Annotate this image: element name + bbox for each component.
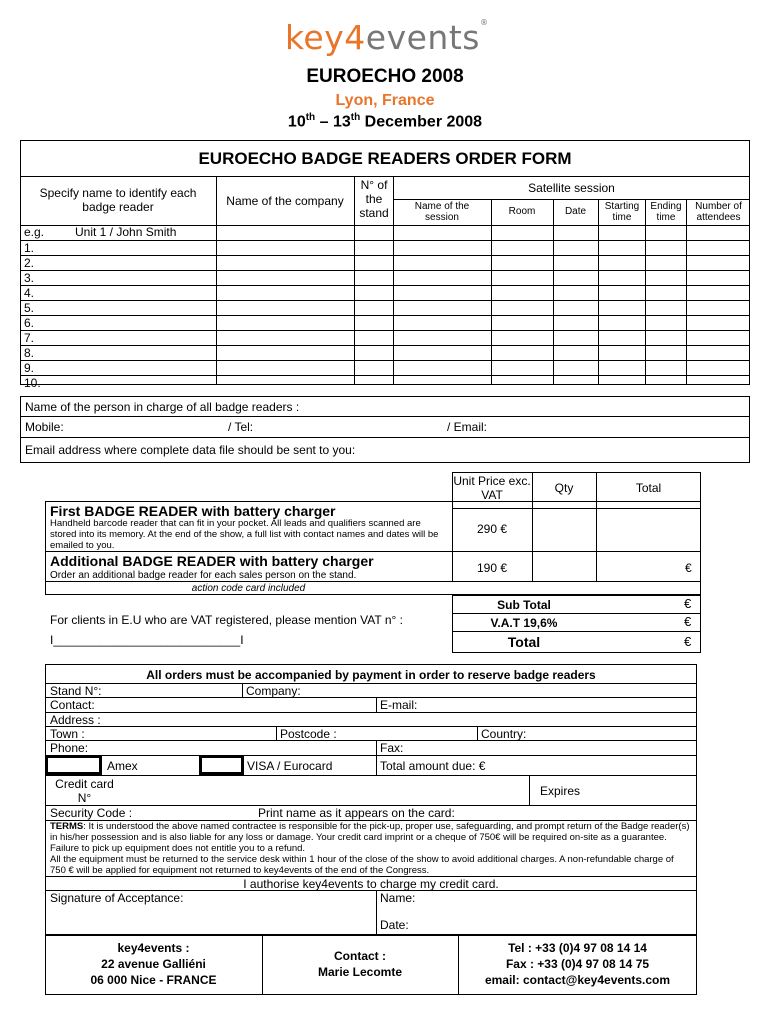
row-number: 1. (24, 241, 35, 255)
vat-number-line[interactable]: I____________________________I (50, 633, 244, 647)
company-label: Company: (246, 684, 301, 698)
row-divider (20, 255, 750, 256)
row-divider (20, 375, 750, 376)
visa-label: VISA / Eurocard (247, 759, 333, 773)
col-stand: N° of the stand (359, 178, 389, 220)
col-company: Name of the company (226, 194, 344, 208)
footer-contact-name: Marie Lecomte (317, 965, 403, 979)
col-satellite-session: Satellite session (528, 181, 615, 195)
row-number: 10. (24, 376, 41, 390)
phone-label: Phone: (50, 741, 89, 755)
email-label: / Email: (447, 420, 488, 434)
col-session-name: Name of the session (414, 201, 470, 223)
row-divider (20, 360, 750, 361)
signature-label: Signature of Acceptance: (50, 891, 184, 905)
address-label: Address : (50, 713, 101, 727)
footer-street: 22 avenue Galliéni (101, 957, 206, 971)
footer-contact-label: Contact : (334, 949, 386, 963)
footer-city: 06 000 Nice - FRANCE (90, 973, 217, 987)
key4events-logo: key4events® (285, 18, 489, 57)
row-divider (20, 315, 750, 316)
footer-tel: Tel : +33 (0)4 97 08 14 14 (508, 941, 647, 955)
terms-text: TERMS: It is understood the above named contractee is responsible for the pick-up, proper use, safeguarding, and prompt return of the Badge reader(s) in his/her possession and is also liable for any loss or damage. Your credit card imprint or a cheque of 750€ will be required on-site as a guarantee. Failure to pick up equipment does not entitle you to a refund. All the equipment must be returned to the service desk within 1 hour of the close of the show to avoid additional charges. A non-refundable charge of 750 € will be applied for equipment not returned to key4events of the end of the Congress. (50, 821, 690, 876)
col-room: Room (508, 206, 536, 217)
event-title: EUROECHO 2008 (306, 66, 464, 87)
item1-price: 290 € (476, 522, 508, 536)
date-label: Date: (380, 918, 409, 932)
row-number: 7. (24, 331, 35, 345)
name-label: Name: (380, 891, 416, 905)
example-value: Unit 1 / John Smith (75, 225, 177, 239)
vat-note: For clients in E.U who are VAT registered, please mention VAT n° : (50, 613, 403, 627)
col-attendees: Number of attendees (695, 201, 742, 223)
row-number: 6. (24, 316, 35, 330)
print-name-label: Print name as it appears on the card: (258, 806, 455, 820)
authorise-text: I authorise key4events to charge my credit card. (243, 877, 499, 891)
town-label: Town : (50, 727, 85, 741)
item2-title: Additional BADGE READER with battery charger (50, 553, 374, 569)
security-code-label: Security Code : (50, 806, 133, 820)
row-divider (20, 240, 750, 241)
visa-checkbox[interactable] (199, 755, 244, 775)
vat-label: V.A.T 19,6% (490, 616, 558, 630)
item1-description: Handheld barcode reader that can fit in your pocket. All leads and qualifiers scanned are stored into its memory. At the end of the show, a full list with contact names and dates will be emailed to you. (50, 518, 439, 551)
row-number: 5. (24, 301, 35, 315)
data-email-label: Email address where complete data file should be sent to you: (25, 443, 356, 457)
grand-total-value: € (684, 634, 692, 649)
item2-total: € (685, 561, 692, 575)
total-due-label: Total amount due: € (380, 759, 486, 773)
row-divider (20, 345, 750, 346)
item2-price: 190 € (476, 561, 508, 575)
item1-title: First BADGE READER with battery charger (50, 503, 336, 519)
credit-card-label: Credit card N° (55, 777, 114, 805)
col-reader-name: Specify name to identify each badge reader (39, 186, 197, 214)
unit-price-header: Unit Price exc. VAT (453, 474, 531, 502)
footer-company: key4events : (117, 941, 190, 955)
payment-title: All orders must be accompanied by payment in order to reserve badge readers (146, 668, 596, 682)
row-number: 3. (24, 271, 35, 285)
person-in-charge-label: Name of the person in charge of all badge readers : (25, 400, 300, 414)
footer-email[interactable]: email: contact@key4events.com (484, 973, 671, 987)
amex-label: Amex (107, 759, 138, 773)
row-number: 2. (24, 256, 35, 270)
row-number: 8. (24, 346, 35, 360)
country-label: Country: (481, 727, 527, 741)
footer-fax: Fax : +33 (0)4 97 08 14 75 (505, 957, 650, 971)
row-divider (20, 330, 750, 331)
event-dates: 10th – 13th December 2008 (287, 112, 483, 131)
row-divider (20, 285, 750, 286)
form-title: EUROECHO BADGE READERS ORDER FORM (198, 149, 572, 168)
row-divider (20, 270, 750, 271)
action-code-note: action code card included (191, 583, 306, 594)
col-start-time: Starting time (604, 201, 640, 223)
postcode-label: Postcode : (280, 727, 337, 741)
item2-description: Order an additional badge reader for each sales person on the stand. (50, 570, 357, 581)
row-number: 4. (24, 286, 35, 300)
total-header: Total (635, 481, 662, 495)
qty-header: Qty (554, 481, 574, 495)
mobile-label: Mobile: (25, 420, 64, 434)
row-divider (20, 300, 750, 301)
contact-label: Contact: (50, 698, 95, 712)
col-end-time: Ending time (650, 201, 682, 223)
subtotal-label: Sub Total (497, 598, 551, 612)
email-field-label: E-mail: (380, 698, 418, 712)
event-city: Lyon, France (335, 92, 435, 109)
fax-label: Fax: (380, 741, 404, 755)
example-label: e.g. (24, 225, 45, 239)
tel-label: / Tel: (228, 420, 254, 434)
subtotal-value: € (684, 596, 692, 611)
stand-label: Stand N°: (50, 684, 102, 698)
col-date: Date (564, 206, 587, 217)
row-number: 9. (24, 361, 35, 375)
amex-checkbox[interactable] (45, 755, 102, 775)
grand-total-label: Total (507, 634, 541, 650)
vat-value: € (684, 614, 692, 629)
expires-label: Expires (539, 784, 580, 798)
